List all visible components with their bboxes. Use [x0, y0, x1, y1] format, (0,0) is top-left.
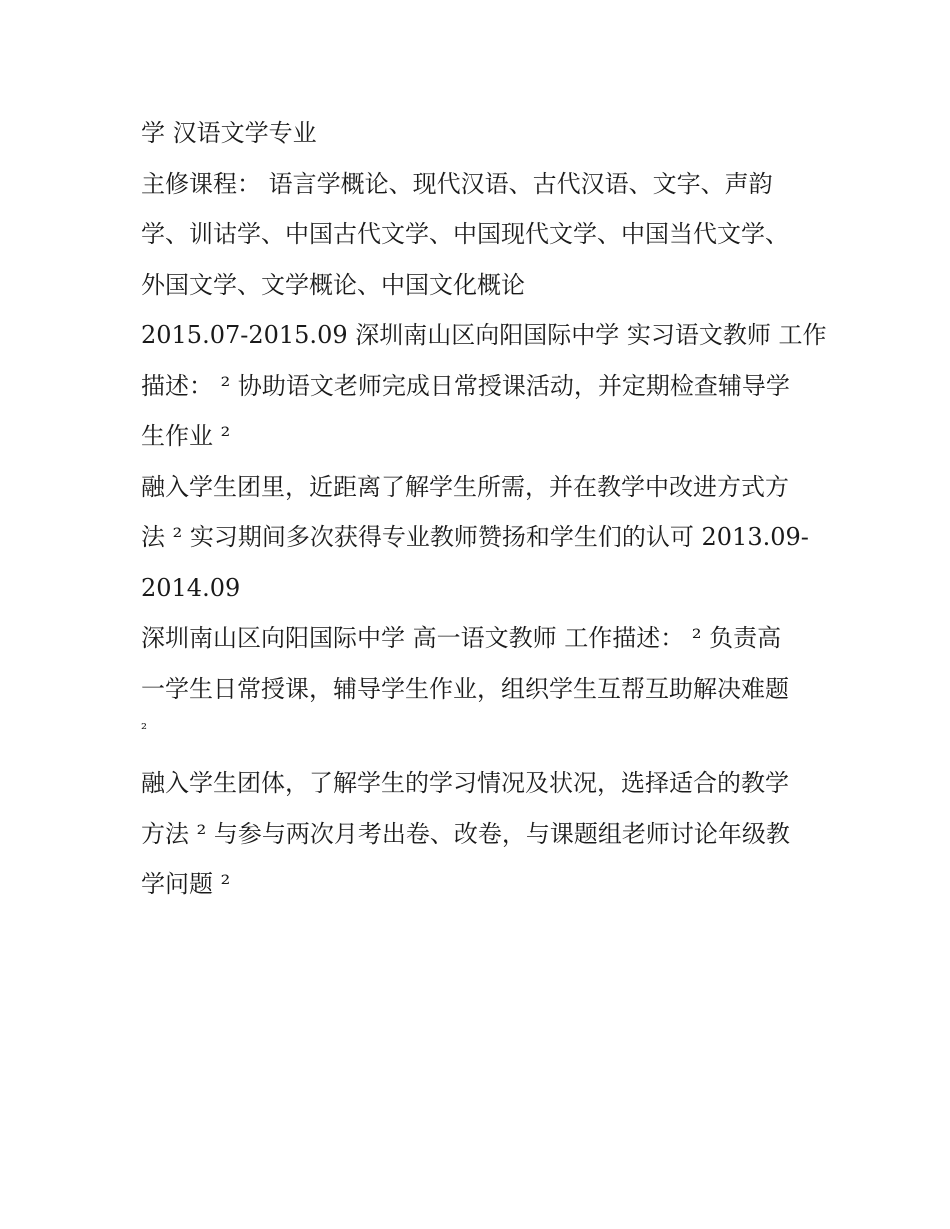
text-line-internship-desc-cont: 生作业 ²: [141, 422, 231, 450]
resume-text-block: [141, 108, 827, 910]
text-line-courses-cont: 学、训诂学、中国古代文学、中国现代文学、中国当代文学、: [141, 220, 789, 248]
text-line-teacher-detail: 融入学生团体，了解学生的学习情况及状况，选择适合的教学: [141, 769, 789, 797]
text-line-major: 学 汉语文学专业: [141, 119, 317, 147]
text-line-internship-praise: 法 ² 实习期间多次获得专业教师赞扬和学生们的认可 2013.09-: [141, 523, 809, 551]
text-line-internship-desc: 描述： ² 协助语文老师完成日常授课活动，并定期检查辅导学: [141, 371, 790, 400]
text-line-courses-end: 外国文学、文学概论、中国文化概论: [141, 270, 525, 299]
text-line-date-end: 2014.09: [141, 573, 241, 602]
text-line-internship-detail: 融入学生团里，近距离了解学生所需，并在教学中改进方式方: [141, 472, 789, 501]
text-line-bullet-mark: [141, 714, 821, 758]
text-line-teacher-end: 学问题 ²: [141, 870, 231, 898]
text-line-internship-header: 2015.07-2015.09 深圳南山区向阳国际中学 实习语文教师 工作: [141, 321, 827, 349]
text-line-courses: 主修课程： 语言学概论、现代汉语、古代汉语、文字、声韵: [141, 169, 773, 198]
bullet-mark: ²: [141, 720, 148, 738]
text-line-teacher-desc: 一学生日常授课，辅导学生作业，组织学生互帮互助解决难题: [141, 674, 789, 703]
text-line-teacher-exam: 方法 ² 与参与两次月考出卷、改卷，与课题组老师讨论年级教: [141, 819, 790, 848]
text-line-teacher-header: 深圳南山区向阳国际中学 高一语文教师 工作描述： ² 负责高: [141, 624, 782, 652]
